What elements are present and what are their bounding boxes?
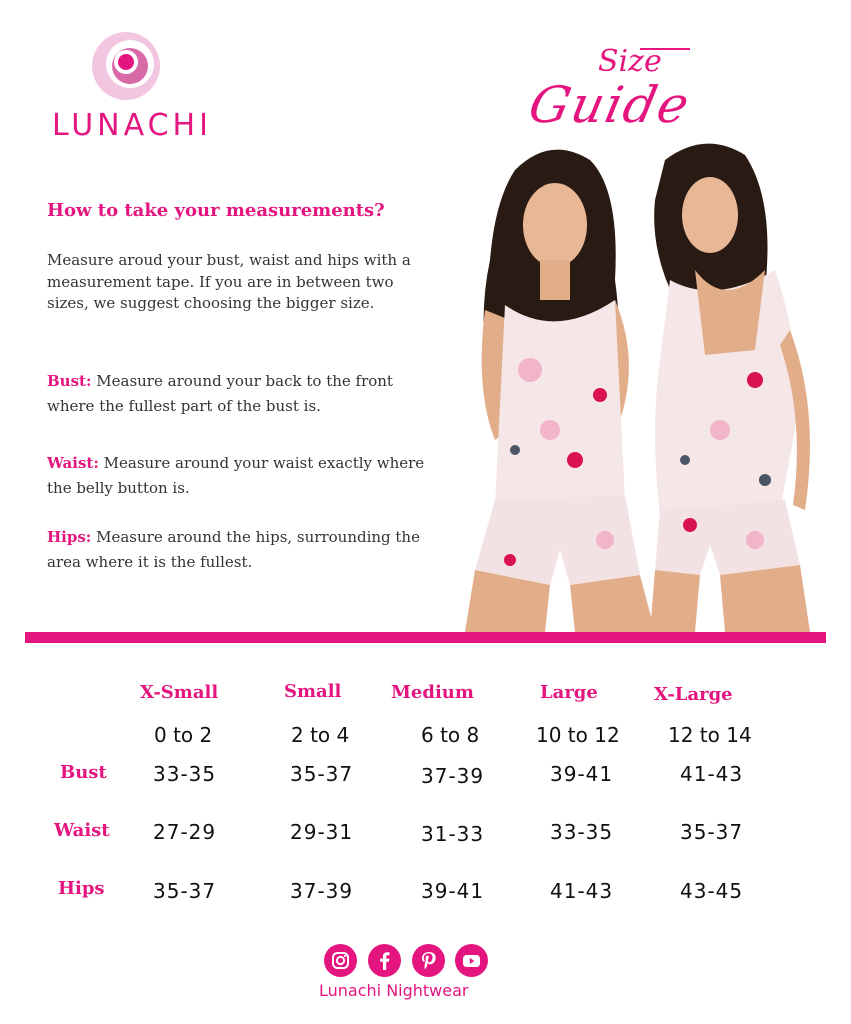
bust-xsmall: 33-35 [153, 762, 217, 786]
measurements-heading: How to take your measurements? [47, 200, 385, 221]
row-bust: Bust [60, 762, 107, 783]
facebook-icon[interactable] [368, 944, 401, 977]
bust-label: Bust: [47, 372, 92, 390]
waist-xlarge: 35-37 [680, 820, 744, 844]
bust-text: Measure around your back to the front where the fullest part of the bust is. [47, 372, 393, 415]
footer-brand: Lunachi Nightwear [319, 981, 469, 1000]
hips-definition [47, 525, 427, 575]
row-waist: Waist [54, 820, 110, 841]
hips-xlarge: 43-45 [680, 879, 744, 903]
col-large: Large [540, 682, 598, 703]
waist-text: Measure around your waist exactly where the belly button is. [47, 454, 425, 497]
waist-medium: 31-33 [421, 822, 485, 846]
brand-logo [52, 30, 212, 143]
range-xsmall: 0 to 2 [154, 723, 213, 747]
bust-xlarge: 41-43 [680, 762, 744, 786]
section-divider [25, 632, 826, 643]
range-xlarge: 12 to 14 [668, 723, 752, 747]
hips-label: Hips: [47, 528, 92, 546]
waist-large: 33-35 [550, 820, 614, 844]
range-small: 2 to 4 [291, 723, 350, 747]
range-large: 10 to 12 [536, 723, 620, 747]
range-medium: 6 to 8 [421, 723, 480, 747]
waist-small: 29-31 [290, 820, 354, 844]
hips-xsmall: 35-37 [153, 879, 217, 903]
waist-label: Waist: [47, 454, 99, 472]
brand-name: LUNACHI [52, 108, 212, 143]
bust-large: 39-41 [550, 762, 614, 786]
bust-small: 35-37 [290, 762, 354, 786]
col-xsmall: X-Small [140, 682, 219, 703]
title-guide: Guide [523, 76, 696, 134]
row-hips: Hips [58, 878, 105, 899]
col-medium: Medium [391, 682, 474, 703]
youtube-icon[interactable] [455, 944, 488, 977]
moon-logo-icon [90, 30, 162, 102]
social-links [322, 944, 492, 980]
waist-definition [47, 451, 427, 501]
col-xlarge: X-Large [654, 684, 733, 705]
col-small: Small [284, 681, 342, 702]
bust-medium: 37-39 [421, 764, 485, 788]
measurements-intro: Measure aroud your bust, waist and hips with a measurement tape. If you are in between two sizes, we suggest choosing the bigger size. [47, 251, 411, 312]
title-size: Size [598, 44, 662, 79]
hips-small: 37-39 [290, 879, 354, 903]
instagram-icon[interactable] [324, 944, 357, 977]
hips-text: Measure around the hips, surrounding the area where it is the fullest. [47, 528, 420, 571]
waist-xsmall: 27-29 [153, 820, 217, 844]
hips-medium: 39-41 [421, 879, 485, 903]
bust-definition [47, 369, 427, 419]
pinterest-icon[interactable] [412, 944, 445, 977]
models-photo [455, 130, 830, 632]
hips-large: 41-43 [550, 879, 614, 903]
